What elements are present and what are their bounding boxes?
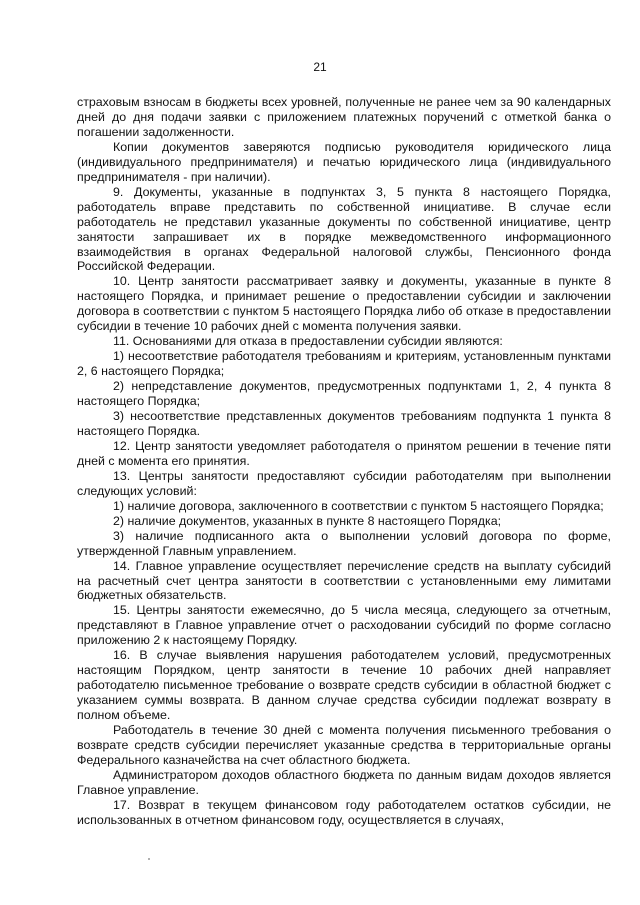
paragraph: 2) непредставление документов, предусмотренных подпунктами 1, 2, 4 пункта 8 настоящего Порядка; [77, 379, 611, 409]
paragraph: 9. Документы, указанные в подпунктах 3, 5 пункта 8 настоящего Порядка, работодатель вправе представить по собственной инициативе. В случае если работодатель не представил указанные документы по собственной инициативе, центр занятости запрашивает их в порядке межведомственного информационного взаимодействия в органах Федеральной налоговой службы, Пенсионного фонда Российской Федерации. [77, 184, 611, 274]
paragraph: Копии документов заверяются подписью руководителя юридического лица (индивидуального предпринимателя) и печатью юридического лица (индивидуального предпринимателя - при наличии). [77, 139, 611, 184]
paragraph: 10. Центр занятости рассматривает заявку и документы, указанные в пункте 8 настоящего Порядка, и принимает решение о предоставлении субсидии и заключении договора в соответствии с пунктом 5 настоящего Порядка либо об отказе в предоставлении субсидии в течение 10 рабочих дней с момента получения заявки. [77, 274, 611, 334]
paragraph: 3) наличие подписанного акта о выполнении условий договора по форме, утвержденной Главным управлением. [77, 528, 611, 558]
paragraph: 16. В случае выявления нарушения работодателем условий, предусмотренных настоящим Порядком, центр занятости в течение 10 рабочих дней направляет работодателю письменное требование о возврате средств субсидии в областной бюджет с указанием суммы возврата. В данном случае средства субсидии подлежат возврату в полном объеме. [77, 648, 611, 723]
paragraph: 12. Центр занятости уведомляет работодателя о принятом решении в течение пяти дней с момента его принятия. [77, 438, 611, 468]
paragraph: 11. Основаниями для отказа в предоставлении субсидии являются: [113, 334, 503, 349]
paragraph: 17. Возврат в текущем финансовом году работодателем остатков субсидии, не использованных в отчетном финансовом году, осуществляется в случаях, [77, 797, 611, 827]
paragraph: 14. Главное управление осуществляет перечисление средств на выплату субсидий на расчетный счет центра занятости в соответствии с установленными ему лимитами бюджетных обязательств. [77, 558, 611, 603]
document-body [77, 95, 611, 828]
paragraph: 3) несоответствие представленных документов требованиям подпункта 1 пункта 8 настоящего Порядка. [77, 409, 611, 438]
paragraph: 1) несоответствие работодателя требованиям и критериям, установленным пунктами 2, 6 настоящего Порядка; [77, 349, 611, 379]
scan-speck [148, 858, 150, 860]
paragraph: 13. Центры занятости предоставляют субсидии работодателям при выполнении следующих условий: [77, 468, 611, 498]
paragraph: 1) наличие договора, заключенного в соответствии с пунктом 5 настоящего Порядка; [113, 498, 604, 513]
paragraph: 2) наличие документов, указанных в пункте 8 настоящего Порядка; [113, 513, 502, 528]
page-number: 21 [313, 60, 327, 74]
paragraph: страховым взносам в бюджеты всех уровней, полученные не ранее чем за 90 календарных дней до дня подачи заявки с приложением платежных поручений с отметкой банка о погашении задолженности. [77, 95, 611, 139]
paragraph: 15. Центры занятости ежемесячно, до 5 числа месяца, следующего за отчетным, представляют в Главное управление отчет о расходовании субсидий по форме согласно приложению 2 к настоящему Порядку. [77, 603, 611, 648]
paragraph: Администратором доходов областного бюджета по данным видам доходов является Главное управление. [77, 767, 611, 797]
paragraph: Работодатель в течение 30 дней с момента получения письменного требования о возврате средств субсидии перечисляет указанные средства в территориальные органы Федерального казначейства на счет областного бюджета. [77, 723, 611, 767]
